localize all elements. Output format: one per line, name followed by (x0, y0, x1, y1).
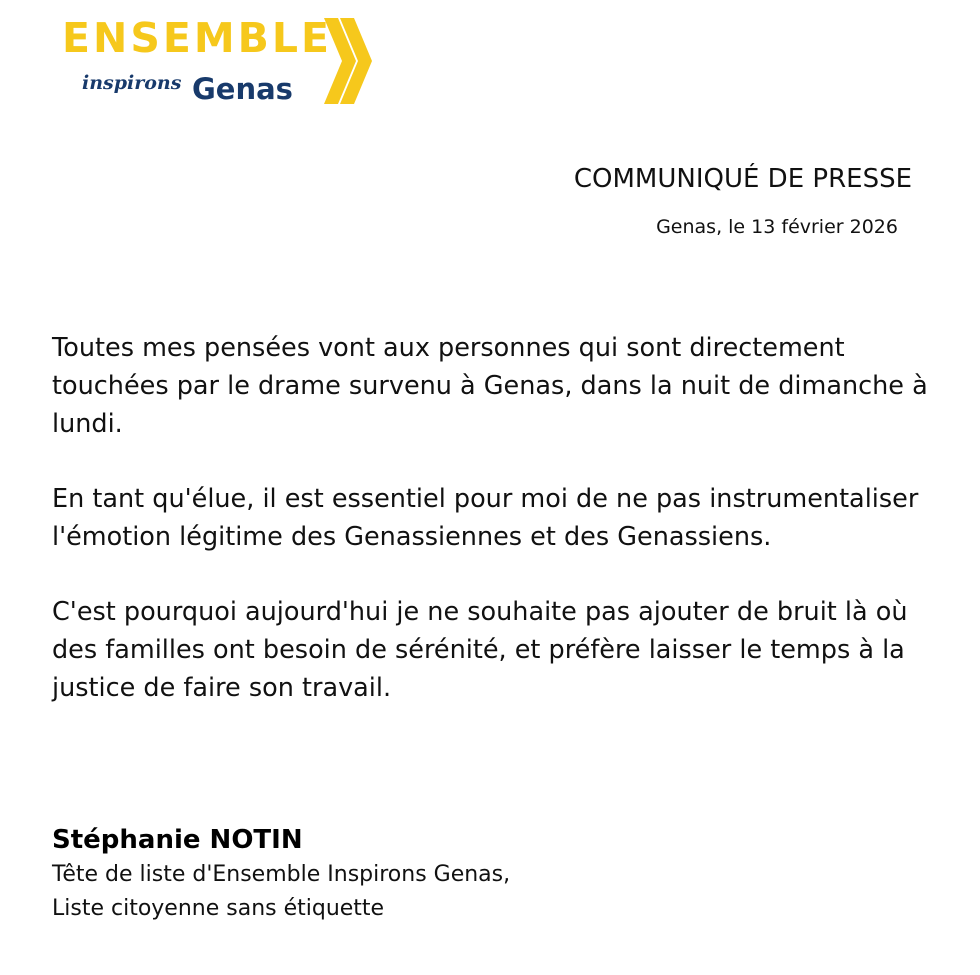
press-release-title: COMMUNIQUÉ DE PRESSE (573, 164, 912, 194)
dateline: Genas, le 13 février 2026 (656, 216, 898, 238)
paragraph: Toutes mes pensées vont aux personnes qui sont directement touchées par le drame survenu à Genas, dans la nuit de dimanche à lundi. (52, 333, 928, 439)
signatory-name: Stéphanie NOTIN (52, 825, 303, 855)
paragraph: C'est pourquoi aujourd'hui je ne souhaite pas ajouter de bruit là où des familles ont besoin de sérénité, et préfère laisser le temps à la justice de faire son travail. (52, 597, 908, 703)
signatory-role: Tête de liste d'Ensemble Inspirons Genas, (52, 862, 511, 887)
signature-block (52, 822, 932, 926)
body-text (52, 329, 932, 744)
logo-script: inspirons (82, 72, 182, 94)
signatory-list-type: Liste citoyenne sans étiquette (52, 896, 385, 921)
logo-city: Genas (192, 72, 293, 106)
logo-word: ENSEMBLE (62, 14, 333, 62)
double-chevron-right-icon (324, 18, 374, 104)
paragraph: En tant qu'élue, il est essentiel pour moi de ne pas instrumentaliser l'émotion légitime des Genassiennes et des Genassiens. (52, 484, 919, 552)
logo (62, 14, 382, 110)
